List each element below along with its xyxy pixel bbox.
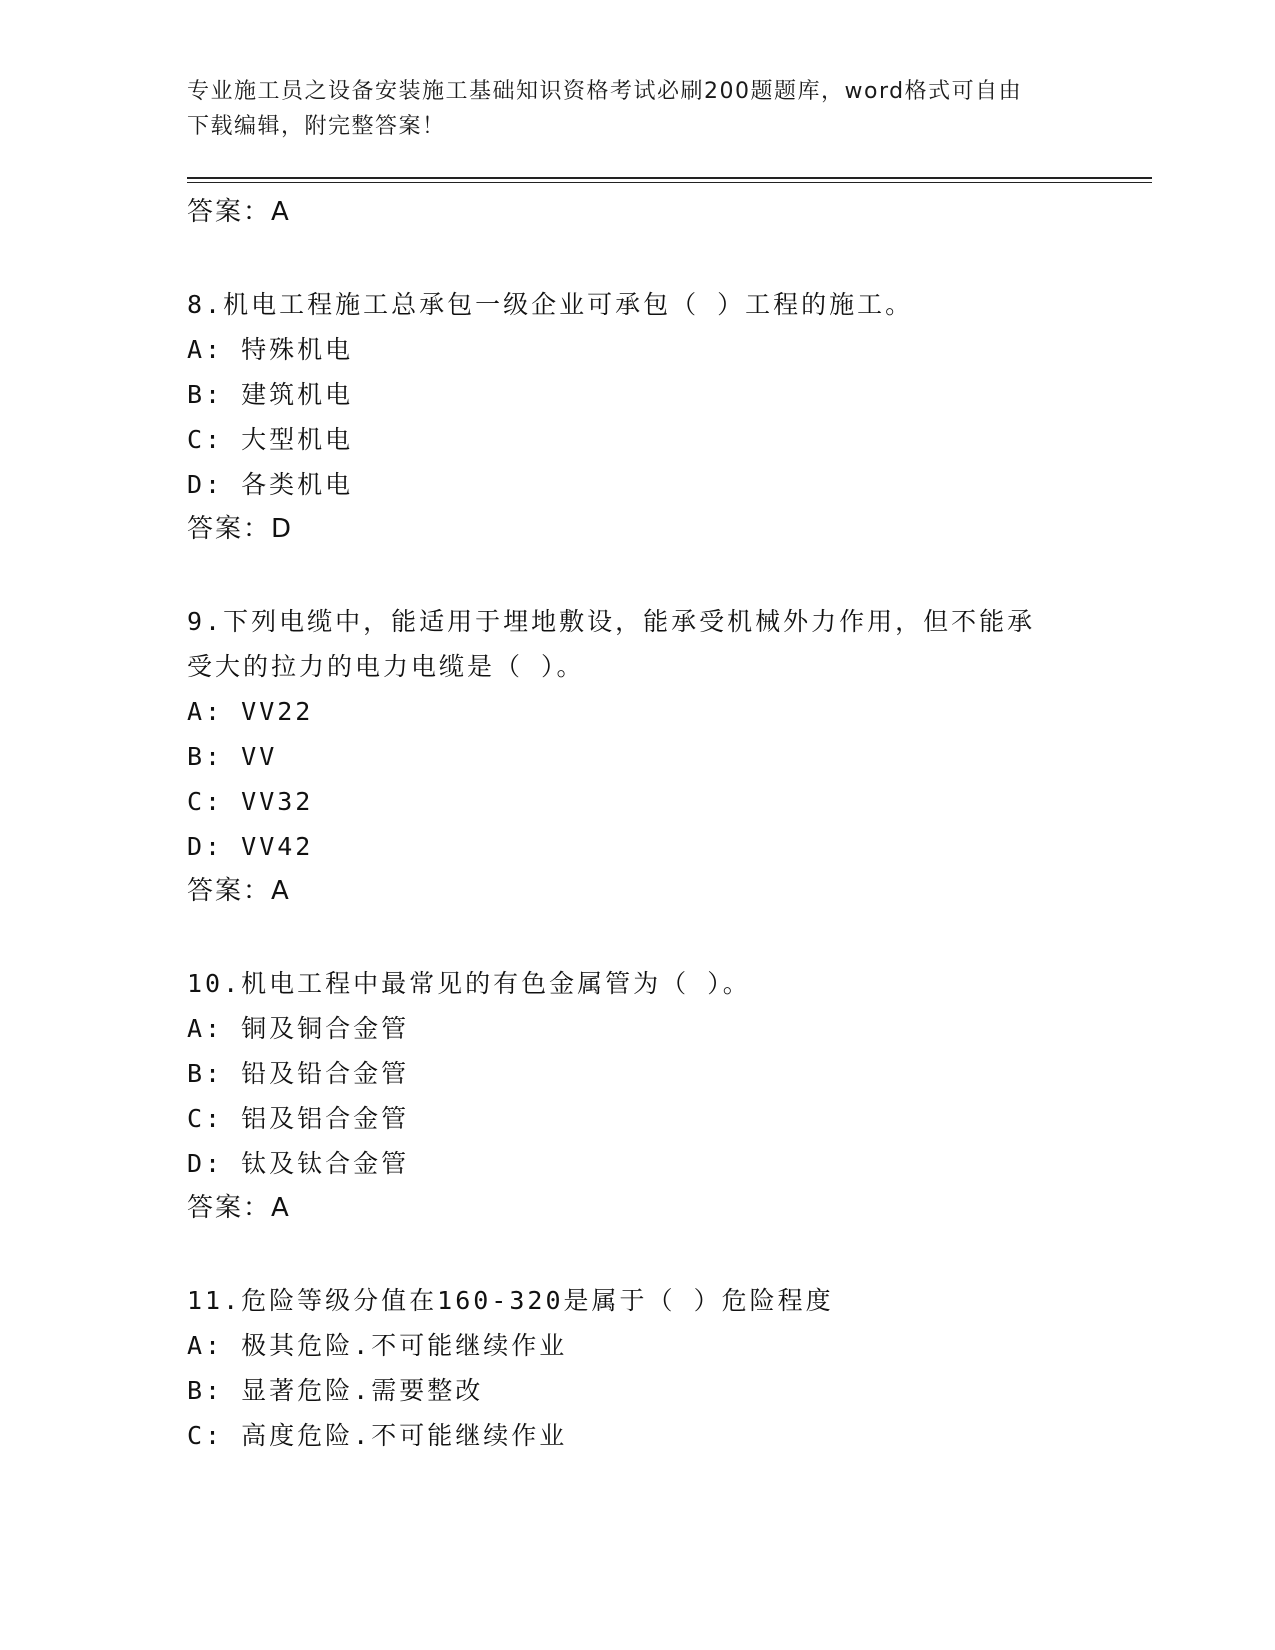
- answer: 答案：D: [187, 514, 294, 544]
- option-b: B: 铅及铅合金管: [187, 1059, 410, 1088]
- answer: 答案：A: [187, 876, 291, 906]
- option-c: C: VV32: [187, 787, 314, 816]
- spacer: [187, 235, 1087, 282]
- option-c: C: 铝及铝合金管: [187, 1104, 410, 1133]
- option-d: D: 钛及钛合金管: [187, 1149, 410, 1178]
- spacer: [187, 1231, 1087, 1278]
- header-line-2: 下载编辑，附完整答案！: [187, 114, 446, 139]
- option-a: A: 特殊机电: [187, 335, 354, 364]
- header-line-1: 专业施工员之设备安装施工基础知识资格考试必刷200题题库，word格式可自由: [187, 79, 1023, 104]
- option-b: B: VV: [187, 742, 278, 771]
- question-11: [187, 1278, 1087, 1458]
- question-stem: 8.机电工程施工总承包一级企业可承包（ ）工程的施工。: [187, 290, 914, 319]
- spacer: [187, 552, 1087, 599]
- answer: 答案：A: [187, 1193, 291, 1223]
- option-c: C: 大型机电: [187, 425, 354, 454]
- option-a: A: 极其危险.不可能继续作业: [187, 1331, 568, 1360]
- option-b: B: 建筑机电: [187, 380, 354, 409]
- question-8: [187, 282, 1087, 552]
- header-rule-thin: [187, 182, 1152, 183]
- option-c: C: 高度危险.不可能继续作业: [187, 1421, 568, 1450]
- question-stem: 11.危险等级分值在160-320是属于（ ）危险程度: [187, 1286, 834, 1315]
- header-rule-thick: [187, 177, 1152, 179]
- question-stem: 9.下列电缆中，能适用于埋地敷设，能承受机械外力作用，但不能承: [187, 607, 1036, 636]
- previous-answer: 答案：A: [187, 197, 291, 227]
- document-body: [187, 190, 1087, 1458]
- option-a: A: VV22: [187, 697, 314, 726]
- spacer: [187, 914, 1087, 961]
- question-10: [187, 961, 1087, 1231]
- question-stem: 10.机电工程中最常见的有色金属管为（ ）。: [187, 969, 751, 998]
- option-b: B: 显著危险.需要整改: [187, 1376, 484, 1405]
- question-stem-continued: 受大的拉力的电力电缆是（ ）。: [187, 652, 585, 681]
- option-d: D: VV42: [187, 832, 314, 861]
- option-d: D: 各类机电: [187, 470, 354, 499]
- option-a: A: 铜及铜合金管: [187, 1014, 410, 1043]
- document-header: [187, 74, 1067, 144]
- question-9: [187, 599, 1087, 914]
